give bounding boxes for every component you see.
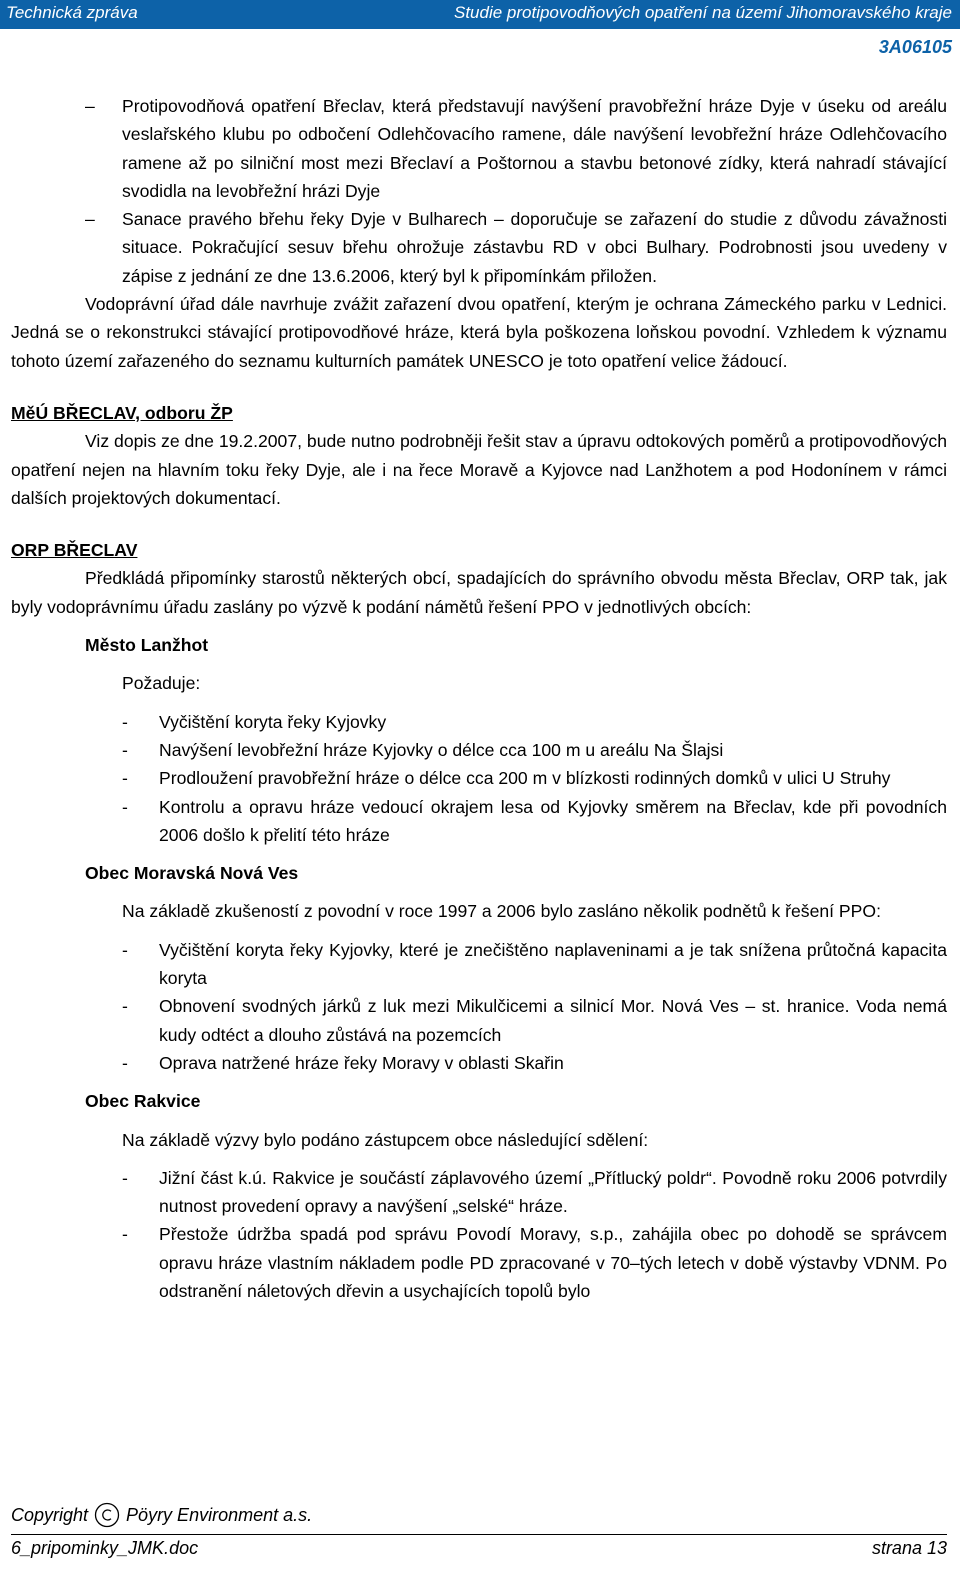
page-number: strana 13: [871, 1538, 947, 1558]
header-doc-type: Technická zpráva: [6, 3, 138, 22]
bullet-marker: -: [122, 711, 128, 732]
list-item-text: Sanace pravého břehu řeky Dyje v Bulharech – doporučuje se zařazení do studie z důvodu závažnosti situace. Pokračující sesuv břehu ohrožuje zástavbu RD v obci Bulhary. Podrobnosti jsou uvedeny v zápise z jednání ze dne 13.6.2006, který byl k připomínkám přiložen.: [122, 209, 947, 286]
bullet-marker: -: [122, 768, 128, 789]
list-item: [11, 992, 947, 1049]
list-item-text: Obnovení svodných járků z luk mezi Mikulčicemi a silnicí Mor. Nová Ves – st. hranice. Voda nemá kudy odtéct a dlouho zůstává na pozemcích: [159, 996, 947, 1045]
page-footer: [11, 1502, 947, 1558]
paragraph-lednice: Vodoprávní úřad dále navrhuje zvážit zařazení dvou opatření, kterým je ochrana Zámeckého parku v Lednici. Jedná se o rekonstrukci stávající protipovodňové hráze, která byla poškozena loňskou povodní. Vzhledem k významu tohoto území zařazeného do seznamu kulturních památek UNESCO je toto opatření velice žádoucí.: [11, 294, 947, 371]
copyright-icon: [94, 1502, 120, 1528]
subheading-rakvice: Obec Rakvice: [85, 1091, 201, 1112]
page-header: [0, 0, 960, 29]
subheading-lanzhot: Město Lanžhot: [85, 635, 209, 656]
bullet-marker: -: [122, 1167, 128, 1188]
file-name: 6_pripominky_JMK.doc: [11, 1538, 199, 1558]
bullet-marker: -: [122, 739, 128, 760]
list-item: [11, 936, 947, 993]
bullet-marker: -: [122, 939, 128, 960]
bullet-marker: -: [122, 996, 128, 1017]
copyright-label: Copyright: [11, 1504, 89, 1525]
bullet-marker: -: [122, 1052, 128, 1073]
intro-rakvice: Na základě výzvy bylo podáno zástupcem obce následující sdělení:: [122, 1129, 649, 1150]
subheading-moravska: Obec Moravská Nová Ves: [85, 863, 299, 884]
list-item-text: Navýšení levobřežní hráze Kyjovky o délce cca 100 m u areálu Na Šlajsi: [159, 739, 724, 760]
list-item-text: Prodloužení pravobřežní hráze o délce cca 200 m v blízkosti rodinných domků v ulici U Struhy: [159, 768, 891, 789]
list-item: [11, 1220, 947, 1305]
bullet-marker: -: [122, 1224, 128, 1245]
list-item: [11, 205, 947, 290]
header-title: Studie protipovodňových opatření na území Jihomoravského kraje: [453, 3, 952, 22]
paragraph-orp: Předkládá připomínky starostů některých obcí, spadajících do správního obvodu města Břeclav, ORP tak, jak byly vodoprávnímu úřadu zaslány po výzvě k podání námětů řešení PPO v jednotlivých obcích:: [11, 568, 947, 617]
list-item: [11, 736, 947, 764]
list-item-text: Jižní část k.ú. Rakvice je součástí záplavového území „Přítlucký poldr“. Povodně roku 2006 potvrdily nutnost provedení opravy a navýšení „selské“ hráze.: [159, 1167, 947, 1217]
list-item-text: Oprava natržené hráze řeky Moravy v oblasti Skařin: [159, 1052, 564, 1073]
dash-marker: –: [85, 96, 95, 116]
list-item-text: Vyčištění koryta řeky Kyjovky: [159, 711, 387, 732]
paragraph-meu: Viz dopis ze dne 19.2.2007, bude nutno podrobněji řešit stav a úpravu odtokových poměrů a protipovodňových opatření nejen na hlavním toku řeky Dyje, ale i na řece Moravě a Kyjovce nad Lanžhotem a pod Hodonínem v rámci dalších projektových dokumentací.: [11, 431, 947, 508]
intro-lanzhot: Požaduje:: [122, 673, 201, 694]
list-item: [11, 764, 947, 792]
footer-divider: [11, 1534, 947, 1535]
list-item-text: Kontrolu a opravu hráze vedoucí okrajem lesa od Kyjovky směrem na Břeclav, kde při povodních 2006 došlo k přelití této hráze: [159, 796, 947, 845]
list-item-text: Protipovodňová opatření Břeclav, která představují navýšení pravobřežní hráze Dyje v úseku od areálu veslařského klubu po odbočení Odlehčovacího ramene, dále navýšení levobřežní hráze Odlehčovacího ramene až po silniční most mezi Břeclaví a Poštornou a stavbu betonové zídky, která nahradí stávající svodidla na levobřežní hrázi Dyje: [122, 96, 947, 201]
intro-moravska: Na základě zkušeností z povodní v roce 1997 a 2006 bylo zasláno několik podnětů k řešení PPO:: [122, 901, 881, 922]
list-item: [11, 1049, 947, 1077]
bullet-marker: -: [122, 796, 128, 817]
list-item: [11, 92, 947, 205]
list-item: [11, 793, 947, 850]
list-item: [11, 1164, 947, 1221]
dash-marker: –: [85, 209, 95, 230]
list-item-text: Přestože údržba spadá pod správu Povodí Moravy, s.p., zahájila obec po dohodě se správcem opravu hráze vlastním nákladem podle PD zpracované v 70–tých letech v době výstavby VDNM. Po odstranění náletových dřevin a usychajících topolů bylo: [159, 1224, 947, 1301]
list-item: [11, 708, 947, 736]
document-body: [11, 92, 947, 1305]
list-item-text: Vyčištění koryta řeky Kyjovky, které je znečištěno naplaveninami a je tak snížena průtočná kapacita koryta: [159, 939, 947, 989]
company-name: Pöyry Environment a.s.: [126, 1504, 313, 1525]
header-code: 3A06105: [878, 37, 952, 57]
section-heading-meu: MěÚ BŘECLAV, odboru ŽP: [11, 402, 233, 423]
section-heading-orp: ORP BŘECLAV: [11, 540, 138, 561]
